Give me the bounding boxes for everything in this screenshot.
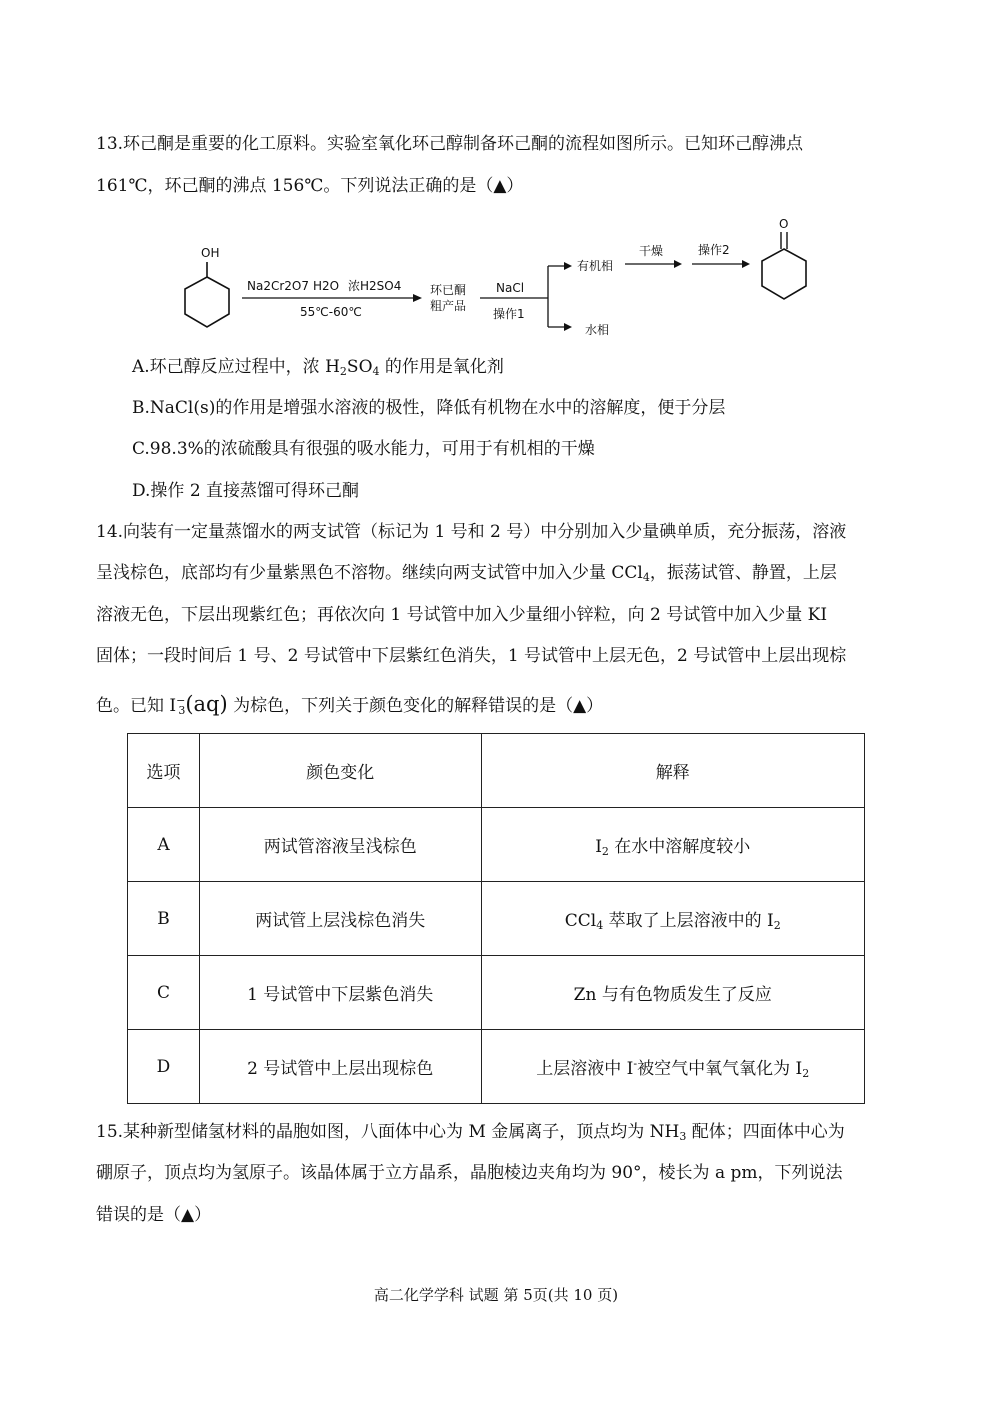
opt-a-sub1: 2 [339, 365, 347, 378]
row-b-exp-mid: 萃取了上层溶液中的 I [603, 911, 774, 931]
table-row [128, 956, 865, 1030]
q14-stem-line5 [96, 692, 902, 718]
q13-option-b: B.NaCl(s)的作用是增强水溶液的极性，降低有机物在水中的溶解度，便于分层 [132, 398, 726, 418]
row-c-explanation: Zn 与有色物质发生了反应 [481, 956, 865, 1030]
dry-label: 干燥 [639, 244, 664, 258]
reaction-condition: 55℃-60℃ [300, 305, 362, 319]
q15-l1-post: 配体；四面体中心为 [686, 1122, 845, 1142]
oh-label: OH [201, 246, 220, 260]
q14-l2-sub: 4 [642, 571, 650, 584]
row-a-explanation [481, 808, 865, 882]
arrow-op2-head [742, 260, 750, 268]
opt-a-mid: SO [346, 357, 373, 377]
arrow-dry-head [674, 260, 682, 268]
q14-stem-line2 [96, 561, 902, 585]
row-b-exp-sub2: 2 [773, 919, 781, 932]
reaction-scheme [170, 212, 830, 352]
operation-1: 操作1 [493, 307, 525, 321]
row-b-option: B [128, 882, 200, 956]
q14-table [127, 733, 865, 1104]
q15-l1-sub: 3 [679, 1130, 687, 1143]
row-b-change: 两试管上层浅棕色消失 [199, 882, 481, 956]
table-row [128, 882, 865, 956]
q13-option-c: C.98.3%的浓硫酸具有很强的吸水能力，可用于有机相的干燥 [132, 439, 595, 459]
reagent-na2cr2o7: Na2Cr2O7 [247, 279, 309, 293]
row-d-exp-sup: - [633, 1057, 638, 1070]
row-a-exp-sub: 2 [601, 845, 609, 858]
branch-upper-head [564, 262, 572, 270]
opt-a-sub2: 4 [372, 365, 380, 378]
cyclohexanone-ring [762, 249, 806, 299]
q13-stem-line1: 13.环己酮是重要的化工原料。实验室氧化环己醇制备环己酮的流程如图所示。已知环己醇沸点 [96, 134, 804, 154]
header-option: 选项 [128, 734, 200, 808]
q14-l2-pre: 呈浅棕色，底部均有少量紫黑色不溶物。继续向两支试管中加入少量 CCl [96, 563, 643, 583]
q14-l5-aq: (aq) [185, 692, 228, 716]
cyclohexanol-ring [185, 277, 229, 327]
q13-option-d: D.操作 2 直接蒸馏可得环己酮 [132, 481, 360, 501]
row-c-change: 1 号试管中下层紫色消失 [199, 956, 481, 1030]
table-row [128, 1030, 865, 1104]
reagent-h2so4: 浓H2SO4 [348, 279, 402, 293]
row-c-option: C [128, 956, 200, 1030]
row-d-change: 2 号试管中上层出现棕色 [199, 1030, 481, 1104]
crude-product-line2: 粗产品 [430, 299, 467, 313]
table-header-row [128, 734, 865, 808]
ketone-oxygen: O [779, 217, 789, 231]
q14-stem-line3: 溶液无色，下层出现紫红色；再依次向 1 号试管中加入少量细小锌粒，向 2 号试管中加入少量 KI [96, 605, 828, 625]
q14-l5-sup: − [176, 694, 186, 707]
q13-option-a [132, 355, 938, 379]
q14-stem-line1: 14.向装有一定量蒸馏水的两支试管（标记为 1 号和 2 号）中分别加入少量碘单质，充分振荡，溶液 [96, 522, 847, 542]
row-b-exp-sub: 4 [596, 919, 604, 932]
page-footer: 高二化学学科 试题 第 5页(共 10 页) [373, 1286, 619, 1304]
q15-l1-pre: 15.某种新型储氢材料的晶胞如图，八面体中心为 M 金属离子，顶点均为 NH [96, 1122, 680, 1142]
reagent-nacl: NaCl [496, 281, 525, 295]
q14-l5-post: 为棕色，下列关于颜色变化的解释错误的是（▲） [227, 696, 604, 716]
header-explanation: 解释 [481, 734, 865, 808]
row-a-exp-post: 在水中溶解度较小 [608, 837, 751, 857]
row-d-exp-pre: 上层溶液中 I [536, 1059, 634, 1079]
aqueous-phase: 水相 [585, 323, 610, 337]
header-color-change: 颜色变化 [199, 734, 481, 808]
table-row [128, 808, 865, 882]
reagent-h2o: H2O [313, 279, 340, 293]
row-d-exp-sub: 2 [802, 1067, 810, 1080]
operation-2: 操作2 [698, 243, 730, 257]
q14-l5-pre: 色。已知 I [96, 696, 177, 716]
q14-stem-line4: 固体；一段时间后 1 号、2 号试管中下层紫红色消失，1 号试管中上层无色，2 号试管中上层出现棕 [96, 646, 847, 666]
row-b-exp-pre: CCl [564, 911, 597, 931]
q14-l5-sub: 3 [178, 704, 186, 717]
row-a-exp-pre: I [595, 837, 602, 857]
opt-a-post: 的作用是氧化剂 [379, 357, 504, 377]
row-d-option: D [128, 1030, 200, 1104]
q15-stem-line1 [96, 1120, 902, 1144]
q14-l2-post: ，振荡试管、静置，上层 [649, 563, 837, 583]
row-a-change: 两试管溶液呈浅棕色 [199, 808, 481, 882]
opt-a-text: A.环己醇反应过程中，浓 H [132, 357, 340, 377]
row-b-explanation [481, 882, 865, 956]
row-a-option: A [128, 808, 200, 882]
organic-phase: 有机相 [577, 259, 614, 273]
row-d-explanation [481, 1030, 865, 1104]
arrow-oxidation-head [413, 294, 422, 302]
q13-stem-line2: 161℃，环己酮的沸点 156℃。下列说法正确的是（▲） [96, 176, 524, 196]
branch-lower-head [564, 323, 572, 331]
q15-stem-line2: 硼原子，顶点均为氢原子。该晶体属于立方晶系，晶胞棱边夹角均为 90°，棱长为 a pm，下列说法 [96, 1163, 843, 1183]
row-d-exp-mid: 被空气中氧气氧化为 I [637, 1059, 803, 1079]
q15-stem-line3: 错误的是（▲） [96, 1205, 212, 1225]
crude-product-line1: 环已酮 [430, 283, 467, 297]
